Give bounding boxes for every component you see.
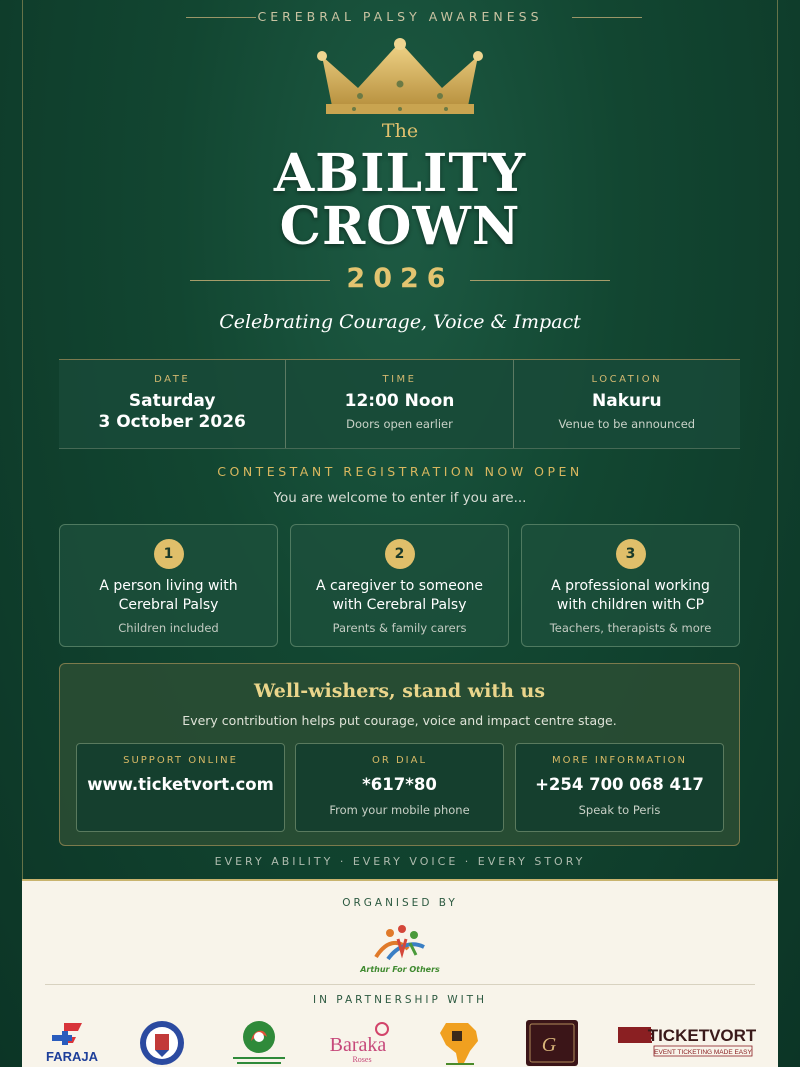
ticketvort-logo xyxy=(616,1019,756,1059)
dial-box xyxy=(295,743,504,832)
location-cell xyxy=(513,360,740,448)
svg-text:G: G xyxy=(541,1034,557,1056)
organised-by-label: ORGANISED BY xyxy=(342,897,458,909)
baraka-text: Baraka xyxy=(329,1034,387,1056)
ticketvort-text: TICKETVORT xyxy=(647,1026,756,1045)
time-caption: TIME xyxy=(382,374,417,385)
category-note: Children included xyxy=(118,621,219,635)
category-note: Teachers, therapists & more xyxy=(549,621,712,635)
registration-subtitle: You are welcome to enter if you are... xyxy=(273,490,527,506)
category-card-3 xyxy=(521,524,740,647)
mobile-bar-logo xyxy=(525,1019,579,1067)
dial-note: From your mobile phone xyxy=(329,803,470,817)
category-number: 3 xyxy=(616,539,646,569)
africa-adventure-logo xyxy=(432,1019,488,1067)
school-crest-logo xyxy=(136,1019,188,1067)
location-note: Venue to be announced xyxy=(558,417,696,431)
category-title-line: A professional working xyxy=(551,578,710,594)
date-cell xyxy=(59,360,285,448)
location-value: Nakuru xyxy=(592,391,662,411)
divider xyxy=(45,984,755,985)
ussd-code: *617*80 xyxy=(362,775,437,794)
roses-text: Roses xyxy=(352,1055,372,1064)
category-title-line: A caregiver to someone xyxy=(316,578,483,594)
ticketvort-slogan: EVENT TICKETING MADE EASY xyxy=(654,1049,752,1056)
category-note: Parents & family carers xyxy=(332,621,467,635)
title-crown: CROWN xyxy=(279,196,521,257)
category-title-line: with children with CP xyxy=(556,597,705,613)
faraja-logo xyxy=(42,1019,102,1065)
partnership-label: IN PARTNERSHIP WITH xyxy=(313,994,487,1006)
date-caption: DATE xyxy=(154,374,191,385)
event-info-band xyxy=(59,359,740,449)
title-ability: ABILITY xyxy=(273,143,527,204)
category-title xyxy=(291,577,508,615)
location-caption: LOCATION xyxy=(591,374,663,385)
tagline: Celebrating Courage, Voice & Impact xyxy=(219,311,581,333)
category-number: 2 xyxy=(385,539,415,569)
category-title xyxy=(60,577,277,615)
title-the: The xyxy=(381,120,419,142)
support-online-box xyxy=(76,743,285,832)
wellwishers-title: Well-wishers, stand with us xyxy=(253,680,546,702)
more-info-caption: MORE INFORMATION xyxy=(551,755,688,766)
category-card-1 xyxy=(59,524,278,647)
motto: EVERY ABILITY · EVERY VOICE · EVERY STORY xyxy=(214,855,586,868)
time-cell xyxy=(285,360,512,448)
registration-title: CONTESTANT REGISTRATION NOW OPEN xyxy=(217,464,583,479)
date-full: 3 October 2026 xyxy=(98,412,246,432)
arthur-for-others-logo xyxy=(368,919,432,967)
contact-note: Speak to Peris xyxy=(578,803,661,817)
psychosocial-development-logo xyxy=(227,1019,291,1067)
organiser-name: Arthur For Others xyxy=(360,965,440,974)
date-value xyxy=(59,391,285,433)
category-title-line: with Cerebral Palsy xyxy=(332,597,467,613)
category-card-2 xyxy=(290,524,509,647)
website-link[interactable]: www.ticketvort.com xyxy=(87,775,274,794)
wellwishers-subtitle: Every contribution helps put courage, voice and impact centre stage. xyxy=(182,713,617,728)
faraja-text: FARAJA xyxy=(45,1049,99,1064)
year: 2026 xyxy=(346,263,454,294)
baraka-roses-logo xyxy=(322,1019,400,1067)
time-value: 12:00 Noon xyxy=(344,391,455,411)
crown-icon xyxy=(310,36,490,122)
dial-caption: OR DIAL xyxy=(371,755,428,766)
category-title xyxy=(522,577,739,615)
sponsors-panel xyxy=(22,879,778,1067)
wellwishers-panel xyxy=(59,663,740,846)
category-title-line: Cerebral Palsy xyxy=(118,597,219,613)
phone-number[interactable]: +254 700 068 417 xyxy=(535,775,704,794)
date-weekday: Saturday xyxy=(128,391,216,411)
support-online-caption: SUPPORT ONLINE xyxy=(123,755,238,766)
awareness-label: CEREBRAL PALSY AWARENESS xyxy=(257,9,543,24)
time-note: Doors open earlier xyxy=(346,417,453,431)
more-info-box xyxy=(515,743,724,832)
category-number: 1 xyxy=(154,539,184,569)
category-title-line: A person living with xyxy=(99,578,238,594)
